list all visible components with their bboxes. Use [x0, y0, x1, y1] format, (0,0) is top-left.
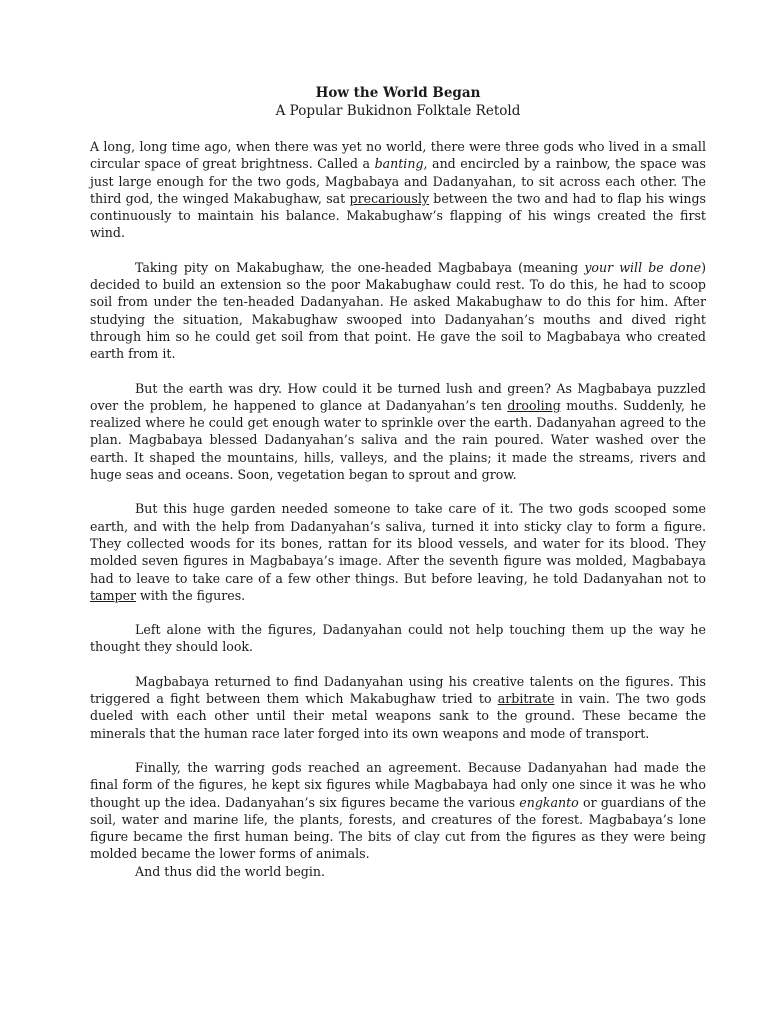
- story-paragraph: [90, 138, 706, 242]
- vocabulary-word: tamper: [90, 587, 137, 603]
- story-paragraph: [90, 759, 706, 863]
- story-paragraph: [90, 259, 706, 363]
- text-run: Taking pity on Makabughaw, the one-headed Magbabaya (meaning: [135, 259, 585, 275]
- text-run: in vain. The two gods dueled with each other until their metal weapons sank to the ground. These became the minerals that the human race later forged into its own weapons and mode of transport.: [90, 691, 706, 741]
- text-run: ) decided to build an extension so the poor Makabughaw could rest. To do this, he had to scoop soil from under the ten-headed Dadanyahan. He asked Makabughaw to do this for him. After studying the situation, Makabughaw swooped into Dadanyahan’s mouths and dived right through him so he could get soil from that point. He gave the soil to Magbabaya who created earth from it.: [90, 259, 706, 362]
- story-paragraph: [90, 380, 706, 484]
- page-title: How the World Began: [315, 85, 481, 101]
- text-run: or guardians of the soil, water and marine life, the plants, forests, and creatures of the forest. Magbabaya’s lone figure became the first human being. The bits of clay cut from the figures as they were being molded became the lower forms of animals.: [90, 794, 706, 862]
- text-run: But this huge garden needed someone to take care of it. The two gods scooped some earth, and with the help from Dadanyahan’s saliva, turned it into sticky clay to form a figure. They collected woods for its bones, rattan for its blood vessels, and water for its blood. They molded seven figures in Magbabaya’s image. After the seventh figure was molded, Magbabaya had to leave to take care of a few other things. But before leaving, he told Dadanyahan not to: [90, 501, 706, 586]
- story-paragraph: [90, 673, 706, 742]
- italic-term: engkanto: [519, 794, 579, 810]
- story-paragraph: [90, 621, 706, 656]
- vocabulary-word: drooling: [507, 397, 561, 413]
- vocabulary-word: precariously: [349, 190, 429, 206]
- page-subtitle: A Popular Bukidnon Folktale Retold: [275, 103, 521, 119]
- text-run: between the two and had to flap his wings continuously to maintain his balance. Makabughaw’s flapping of his wings created the first wind.: [90, 190, 706, 241]
- story-paragraph: [90, 500, 706, 604]
- italic-term: your will be done: [584, 259, 702, 275]
- italic-term: banting: [374, 156, 424, 172]
- text-run: with the figures.: [136, 587, 246, 603]
- text-run: A long, long time ago, when there was yet no world, there were three gods who lived in a small circular space of great brightness. Called a: [90, 139, 706, 172]
- text-run: Left alone with the figures, Dadanyahan could not help touching them up the way he thought they should look.: [90, 622, 706, 655]
- text-run: mouths. Suddenly, he realized where he could get enough water to sprinkle over the earth. Dadanyahan agreed to the plan. Magbabaya blessed Dadanyahan’s saliva and the rain poured. Water washed over the earth. It shaped the mountains, hills, valleys, and the plains; it made the streams, rivers and huge seas and oceans. Soon, vegetation began to sprout and grow.: [90, 397, 706, 483]
- text-run: , and encircled by a rainbow, the space was just large enough for the two gods, Magbabaya and Dadanyahan, to sit across each other. The third god, the winged Makabughaw, sat: [90, 156, 706, 206]
- vocabulary-word: arbitrate: [497, 691, 555, 707]
- story-body: [90, 138, 706, 880]
- text-run: But the earth was dry. How could it be turned lush and green? As Magbabaya puzzled over the problem, he happened to glance at Dadanyahan’s ten: [90, 380, 706, 413]
- text-run: Finally, the warring gods reached an agreement. Because Dadanyahan had made the final form of the figures, he kept six figures while Magbabaya had only one since it was he who thought up the idea. Dadanyahan’s six figures became the various: [90, 759, 706, 810]
- closing-line: And thus did the world begin.: [135, 863, 325, 879]
- paragraph-list: [90, 138, 706, 863]
- text-run: Magbabaya returned to find Dadanyahan using his creative talents on the figures. This triggered a fight between them which Makabughaw tried to: [90, 673, 706, 707]
